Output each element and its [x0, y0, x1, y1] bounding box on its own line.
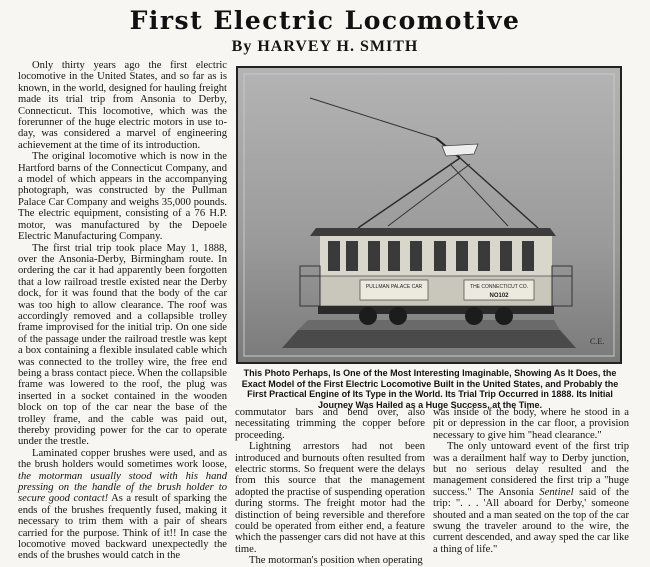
photographer-signature: C.E. [590, 337, 605, 346]
article-title: First Electric Locomotive [129, 6, 521, 35]
paragraph: The motorman's position when operating [249, 555, 423, 567]
photo-caption: This Photo Perhaps, Is One of the Most Interesting Imaginable, Showing As It Does, the Exact Model of the First Electric Locomotive Built in the United States, and Probably the First Practical Engine of Its Type in the World. Its Trial Trip Occurred in 1888. Its Initial Journey Was Hailed as a Huge Success, at the Time. [241, 368, 619, 410]
text-run: As a result of sparking the ends of the brushes frequently fused, making it necessary to trim them with a pair of shears carried for the purpose. Think of it!! In case the locomotive moved backward unexpectedly the ends of the brushes would catch in the [18, 493, 227, 562]
locomotive-photo [236, 66, 622, 364]
paragraph: commutator bars and bend over, also necessitating trimming the copper before proceeding. [235, 407, 425, 441]
text-run: The only untoward event of the first trip was a derailment half way to Derby junction, but no serious delay resulted and the management considered the first trip a "huge success." The Ansonia [433, 441, 629, 498]
paragraph: The original locomotive which is now in the Hartford barns of the Connecticut Company, and a model of which appears in the accompanying photograph, was constructed by the Pullman Palace Car Company and weighs 35,000 pounds. The electric equipment, consisting of a 76 H.P. motor, was manufactured by the Depoele Electric Manufacturing Company. [18, 151, 227, 243]
paragraph: The first trial trip took place May 1, 1888, over the Ansonia-Derby, Birmingham route. In ordering the car it had apparently been forgotten that a low railroad trestle existed near the Derby dock, for it was found that the body of the car was too high to allow clearance. The roof was accordingly removed and a collapsible trolley frame improvised for the initial trip. On one side of the passage under the railroad trestle was kept a box containing a flexible insulated cable which was connected to the trolley wire, the free end being a brass contact piece. When the collapsible frame was lowered to the roof, the plug was inserted in a socket contained in the wooden block on top of the car near the base of the trolley frame, and the cable was paid out, thereby providing power for the car to operate under the trestle. [18, 242, 227, 448]
paragraph [18, 448, 227, 562]
italic-text-run: the motorman usually stood with his hand pressing on the handle of the brush holder to secure good contact! [18, 470, 227, 505]
car-side-sign-left: PULLMAN PALACE CAR [365, 284, 423, 290]
paragraph: Lightning arrestors had not been introduced and burnouts often resulted from electric storms. So frequent were the delays from this source that the management adopted the practise of suspending operation during storms. The freight motor had the distinction of being reversible and therefore could be operated from either end, a feature which the passenger cars did not have at this time. [235, 441, 425, 555]
paragraph [433, 441, 629, 555]
paragraph: was inside of the body, where he stood in a pit or depression in the car floor, a provision necessary to give him "head clearance." [433, 407, 629, 441]
text-run: Laminated copper brushes were used, and as the brush holders would sometimes work loose, [18, 447, 227, 471]
paragraph: Only thirty years ago the first electric locomotive in the United States, and so far as is known, in the world, designed for hauling freight made its trial trip from Ansonia to Derby, Connecticut. This locomotive, which was the forerunner of the huge electric motors in use to-day, was considered a marvel of engineering achievement at the time of its introduction. [18, 60, 227, 151]
car-side-sign-right: THE CONNECTICUT CO. [470, 284, 528, 290]
column-right [433, 407, 629, 555]
text-run: said of the trip: ". . . 'All aboard for Derby,' someone shouted and a man seated on the top of the car swung the traveler around to the wire, the current descended, and away sped the car like a thing of life." [433, 486, 629, 555]
locomotive-model-illustration [238, 68, 620, 362]
car-number-label: NO102 [489, 293, 509, 299]
byline: By HARVEY H. SMITH [231, 38, 419, 55]
column-left [18, 60, 227, 562]
italic-text-run: Sentinel [539, 486, 574, 498]
column-middle [235, 407, 425, 567]
